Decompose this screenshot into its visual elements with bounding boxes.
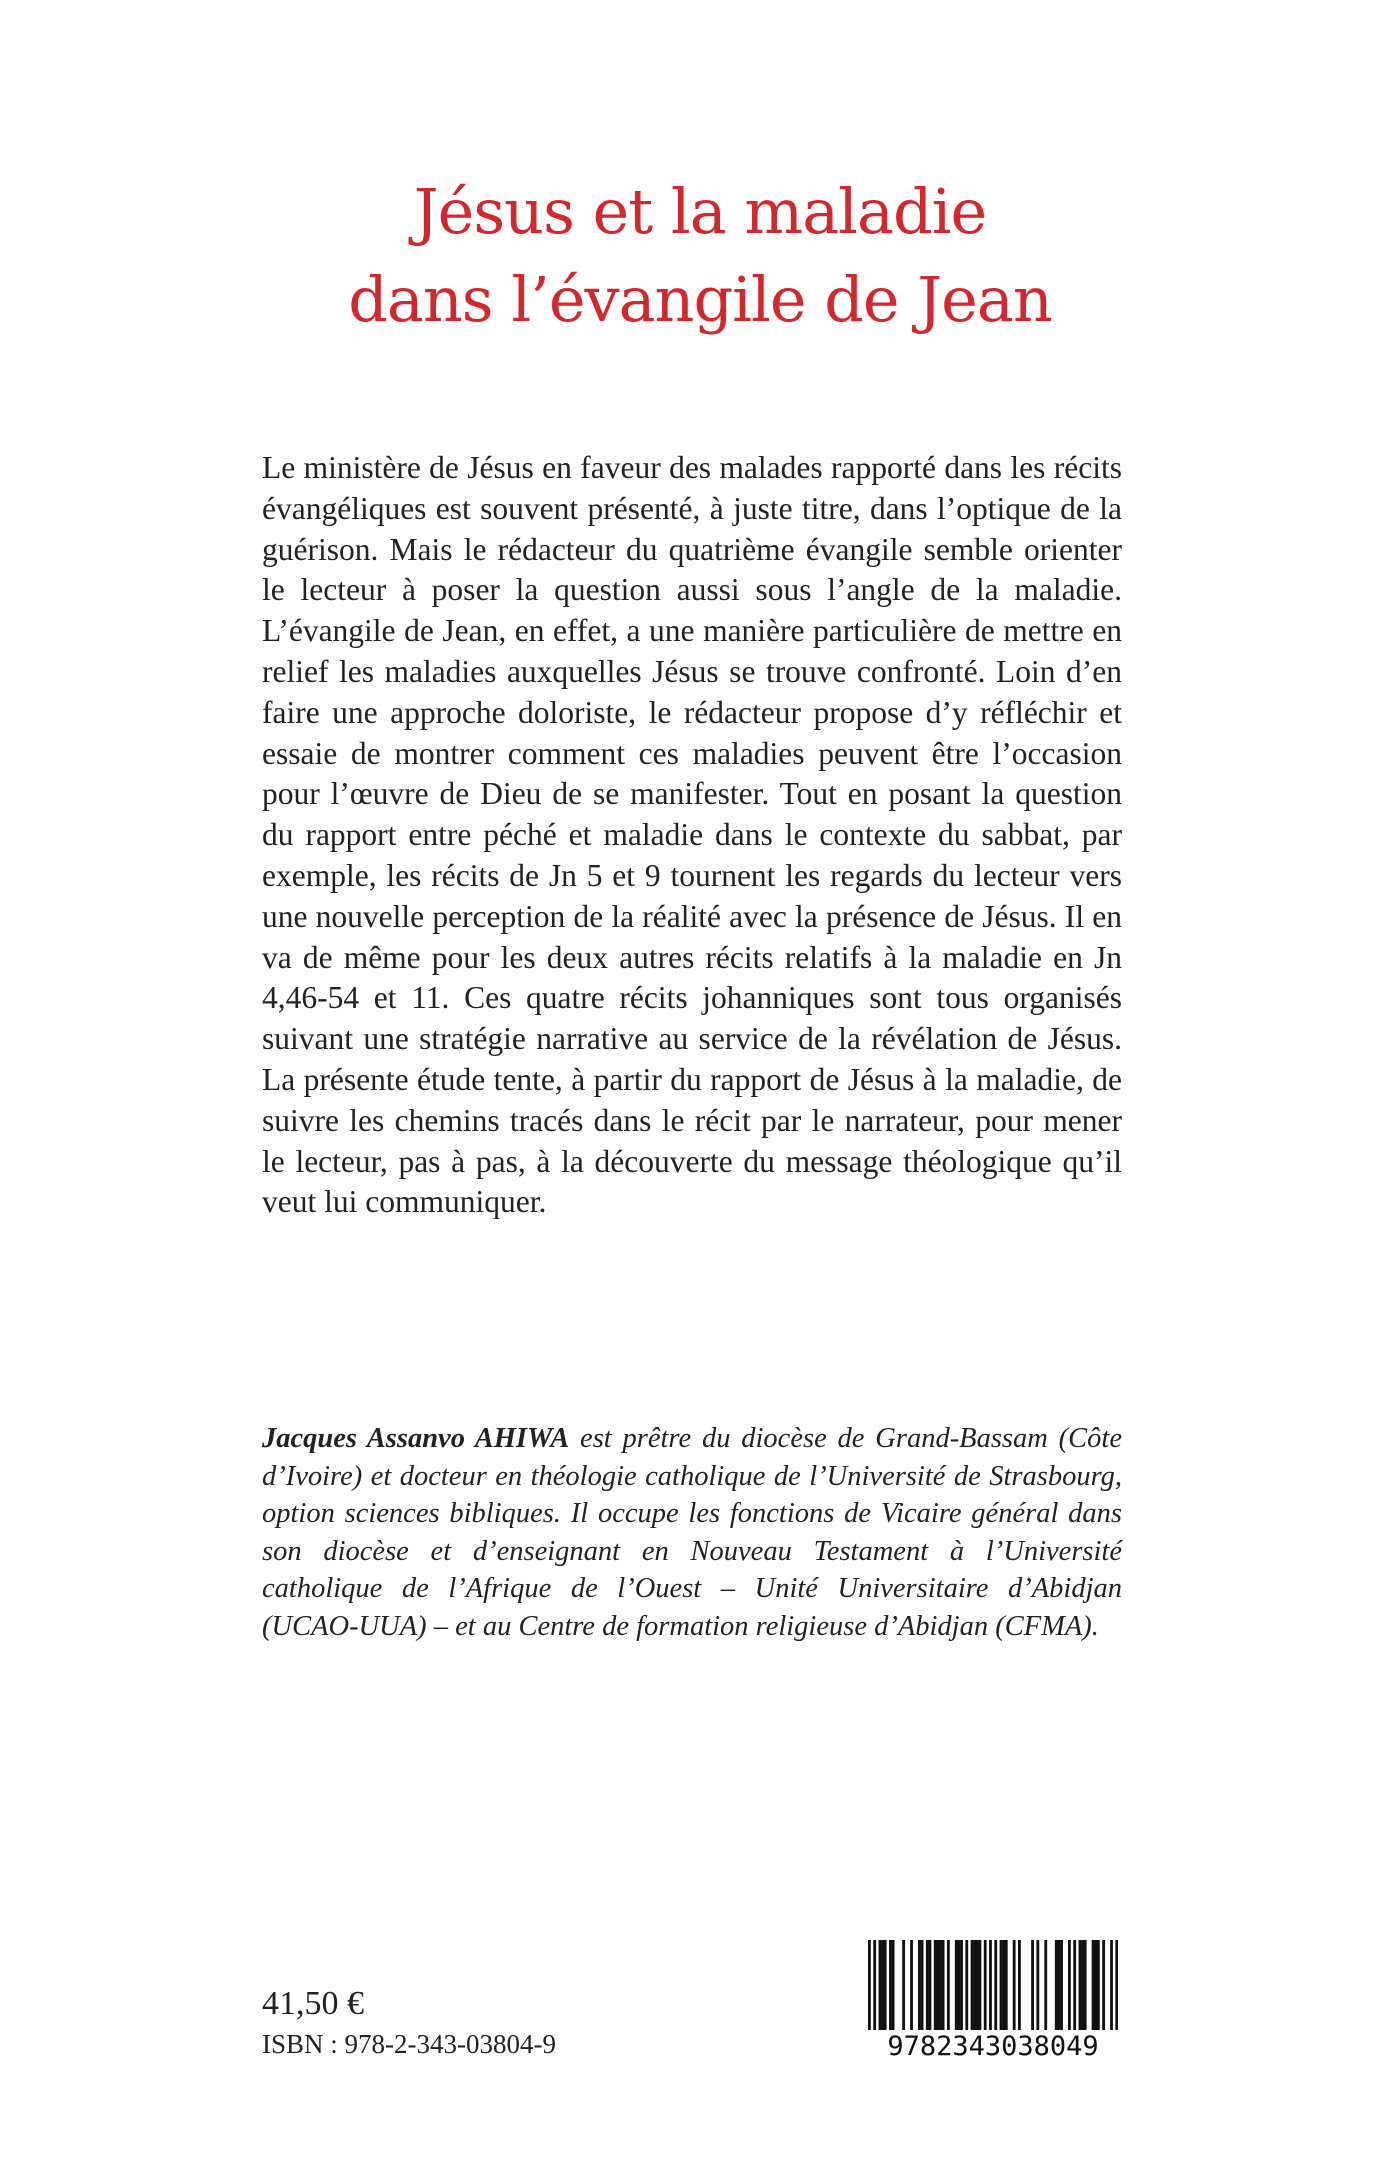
barcode-bar <box>1110 1940 1113 2036</box>
barcode-bar <box>960 1940 963 2036</box>
book-title <box>0 168 1400 344</box>
barcode-digits: 9782343038049 <box>868 2030 1118 2064</box>
isbn: ISBN : 978-2-343-03804-9 <box>262 2029 556 2059</box>
barcode-bar <box>936 1940 939 2036</box>
barcode-bar <box>881 1940 884 2036</box>
barcode-bar <box>955 1940 958 2036</box>
barcode-bar <box>1073 1940 1076 2036</box>
barcode-bar <box>1018 1940 1021 2036</box>
barcode-bar <box>1036 1940 1039 2036</box>
price: 41,50 € <box>262 1985 364 2022</box>
barcode-bar <box>884 1940 887 2036</box>
barcode-bar <box>1044 1940 1047 2036</box>
barcode-bar <box>1031 1940 1034 2036</box>
author-bio-text: est prêtre du diocèse de Grand-Bassam (Côte d’Ivoire) et docteur en théologie catholique de l’Université de Strasbourg, option sciences bibliques. Il occupe les fonctions de Vicaire général dans son diocèse et d’enseignant en Nouveau Testament à l’Université catholique de l’Afrique de l’Ouest – Unité Universitaire d’Abidjan (UCAO-UUA) – et au Centre de formation religieuse d’Abidjan (CFMA). <box>262 1423 1122 1642</box>
barcode-bar <box>1084 1940 1087 2036</box>
barcode-bar <box>971 1940 974 2036</box>
barcode-bar <box>892 1940 895 2036</box>
barcode-bar <box>957 1940 960 2036</box>
barcode-bar <box>942 1940 945 2036</box>
barcode-bar <box>1115 1940 1118 2036</box>
barcode-bar <box>1055 1940 1058 2036</box>
barcode-bar <box>1005 1940 1008 2036</box>
author-name: Jacques Assanvo AHIWA <box>262 1423 570 1454</box>
barcode-bar <box>934 1940 937 2036</box>
barcode-bar <box>1057 1940 1060 2036</box>
barcode-bar <box>929 1940 932 2036</box>
barcode-bar <box>868 1940 871 2036</box>
barcode-bar <box>939 1940 942 2036</box>
barcode-bars <box>868 1940 1118 2036</box>
barcode <box>868 1940 1118 2070</box>
barcode-bar <box>1013 1940 1016 2036</box>
barcode-bar <box>1079 1940 1082 2036</box>
barcode-bar <box>1081 1940 1084 2036</box>
barcode-bar <box>979 1940 982 2036</box>
barcode-bar <box>1060 1940 1063 2036</box>
barcode-bar <box>965 1940 968 2036</box>
barcode-bar <box>1068 1940 1071 2036</box>
author-bio <box>262 1420 1122 1645</box>
barcode-bar <box>1092 1940 1095 2036</box>
barcode-bar <box>910 1940 913 2036</box>
barcode-bar <box>926 1940 929 2036</box>
barcode-bar <box>976 1940 979 2036</box>
barcode-bar <box>902 1940 905 2036</box>
barcode-bar <box>1094 1940 1097 2036</box>
barcode-bar <box>889 1940 892 2036</box>
barcode-bar <box>873 1940 876 2036</box>
barcode-bar <box>973 1940 976 2036</box>
barcode-bar <box>921 1940 924 2036</box>
barcode-bar <box>989 1940 992 2036</box>
barcode-bar <box>1002 1940 1005 2036</box>
book-summary: Le ministère de Jésus en faveur des malades rapporté dans les récits évangéliques est souvent présenté, à juste titre, dans l’optique de la guérison. Mais le rédacteur du quatrième évangile semble orienter le lecteur à poser la question aussi sous l’angle de la maladie. L’évangile de Jean, en effet, a une manière particulière de mettre en relief les maladies auxquelles Jésus se trouve confronté. Loin d’en faire une approche doloriste, le rédacteur propose d’y réfléchir et essaie de montrer comment ces maladies peuvent être l’occasion pour l’œuvre de Dieu de se manifester. Tout en posant la question du rapport entre péché et maladie dans le contexte du sabbat, par exemple, les récits de Jn 5 et 9 tournent les regards du lecteur vers une nouvelle perception de la réalité avec la présence de Jésus. Il en va de même pour les deux autres récits relatifs à la maladie en Jn 4,46-54 et 11. Ces quatre récits johanniques sont tous organisés suivant une stratégie narrative au service de la révélation de Jésus. La présente étude tente, à partir du rapport de Jésus à la maladie, de suivre les chemins tracés dans le récit par le narrateur, pour mener le lecteur, pas à pas, à la découverte du message théologique qu’il veut lui communiquer. <box>262 450 1122 1220</box>
barcode-bar <box>879 1940 882 2036</box>
barcode-bar <box>947 1940 950 2036</box>
book-title-line-2: dans l’évangile de Jean <box>348 263 1052 336</box>
book-title-line-1: Jésus et la maladie <box>413 175 987 248</box>
barcode-bar <box>994 1940 997 2036</box>
barcode-bar <box>1000 1940 1003 2036</box>
barcode-bar <box>918 1940 921 2036</box>
barcode-bar <box>1102 1940 1105 2036</box>
barcode-bar <box>1097 1940 1100 2036</box>
barcode-bar <box>984 1940 987 2036</box>
